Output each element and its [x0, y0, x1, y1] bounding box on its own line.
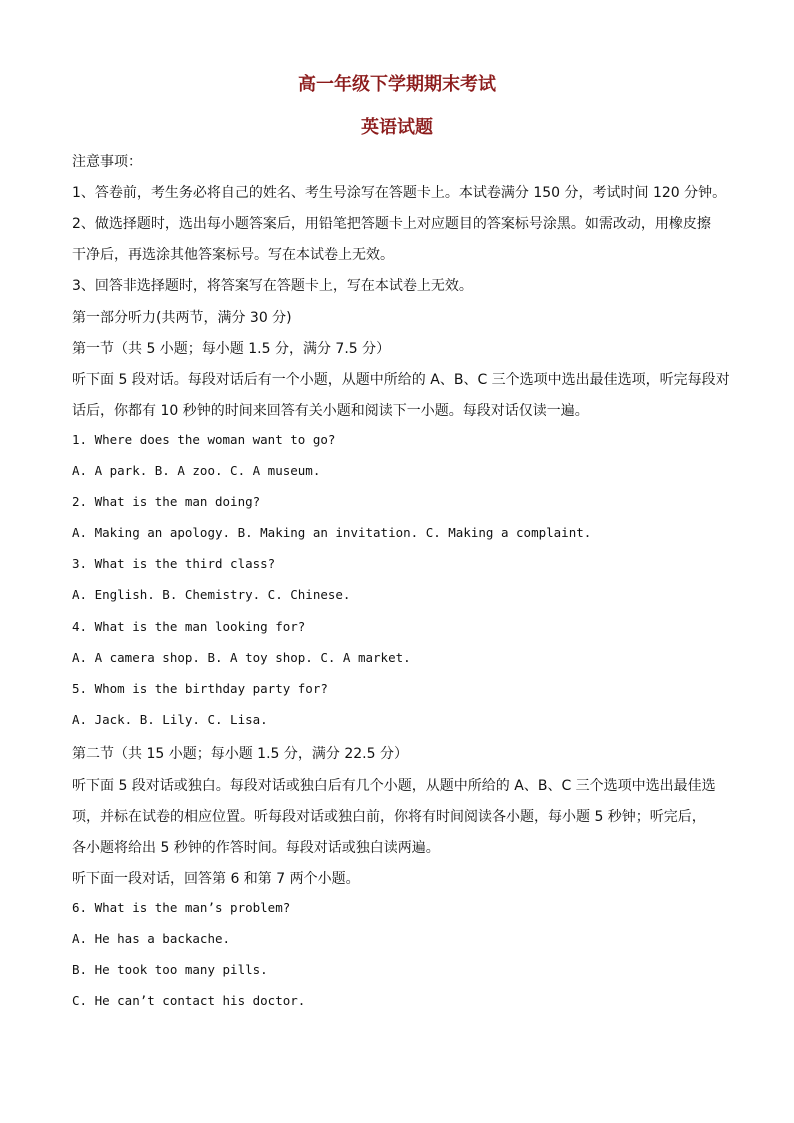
- exam-subtitle: 英语试题: [361, 117, 433, 138]
- dialog-intro: 听下面一段对话，回答第 6 和第 7 两个小题。: [72, 871, 360, 887]
- question-1-options: A. A park. B. A zoo. C. A museum.: [72, 463, 321, 478]
- notice-heading: 注意事项：: [72, 154, 142, 170]
- notice-item-1: 1、答卷前，考生务必将自己的姓名、考生号涂写在答题卡上。本试卷满分 150 分，考试时间 120 分钟。: [72, 185, 727, 201]
- notice-item-3: 3、回答非选择题时，将答案写在答题卡上，写在本试卷上无效。: [72, 278, 473, 294]
- question-5: 5. Whom is the birthday party for?: [72, 681, 328, 696]
- question-6: 6. What is the man’s problem?: [72, 900, 291, 915]
- question-1: 1. Where does the woman want to go?: [72, 432, 336, 447]
- section2-instructions: 听下面 5 段对话或独白。每段对话或独白后有几个小题，从题中所给的 A、B、C 三个选项中选出最佳选: [72, 778, 716, 794]
- question-6-option-b: B. He took too many pills.: [72, 962, 268, 977]
- question-6-option-a: A. He has a backache.: [72, 931, 231, 946]
- section2-heading: 第二节（共 15 小题；每小题 1.5 分，满分 22.5 分）: [72, 746, 408, 762]
- section2-instructions-cont-1: 项，并标在试卷的相应位置。听每段对话或独白前，你将有时间阅读各小题，每小题 5 秒钟；听完后，: [72, 809, 706, 825]
- question-3: 3. What is the third class?: [72, 556, 276, 571]
- question-4: 4. What is the man looking for?: [72, 619, 306, 634]
- section1-instructions: 听下面 5 段对话。每段对话后有一个小题，从题中所给的 A、B、C 三个选项中选出最佳选项，听完每段对: [72, 372, 730, 388]
- question-3-options: A. English. B. Chemistry. C. Chinese.: [72, 587, 351, 602]
- question-2: 2. What is the man doing?: [72, 494, 261, 509]
- section1-heading: 第一节（共 5 小题；每小题 1.5 分，满分 7.5 分）: [72, 341, 391, 357]
- part1-heading: 第一部分听力(共两节，满分 30 分): [72, 310, 292, 326]
- question-5-options: A. Jack. B. Lily. C. Lisa.: [72, 712, 268, 727]
- notice-item-2-cont: 干净后，再选涂其他答案标号。写在本试卷上无效。: [72, 247, 394, 263]
- exam-title: 高一年级下学期期末考试: [298, 74, 496, 95]
- question-2-options: A. Making an apology. B. Making an invitation. C. Making a complaint.: [72, 525, 592, 540]
- question-6-option-c: C. He can’t contact his doctor.: [72, 993, 306, 1008]
- question-4-options: A. A camera shop. B. A toy shop. C. A market.: [72, 650, 411, 665]
- section1-instructions-cont: 话后，你都有 10 秒钟的时间来回答有关小题和阅读下一小题。每段对话仅读一遍。: [72, 403, 589, 419]
- notice-item-2: 2、做选择题时，选出每小题答案后，用铅笔把答题卡上对应题目的答案标号涂黑。如需改动，用橡皮擦: [72, 216, 711, 232]
- section2-instructions-cont-2: 各小题将给出 5 秒钟的作答时间。每段对话或独白读两遍。: [72, 840, 440, 856]
